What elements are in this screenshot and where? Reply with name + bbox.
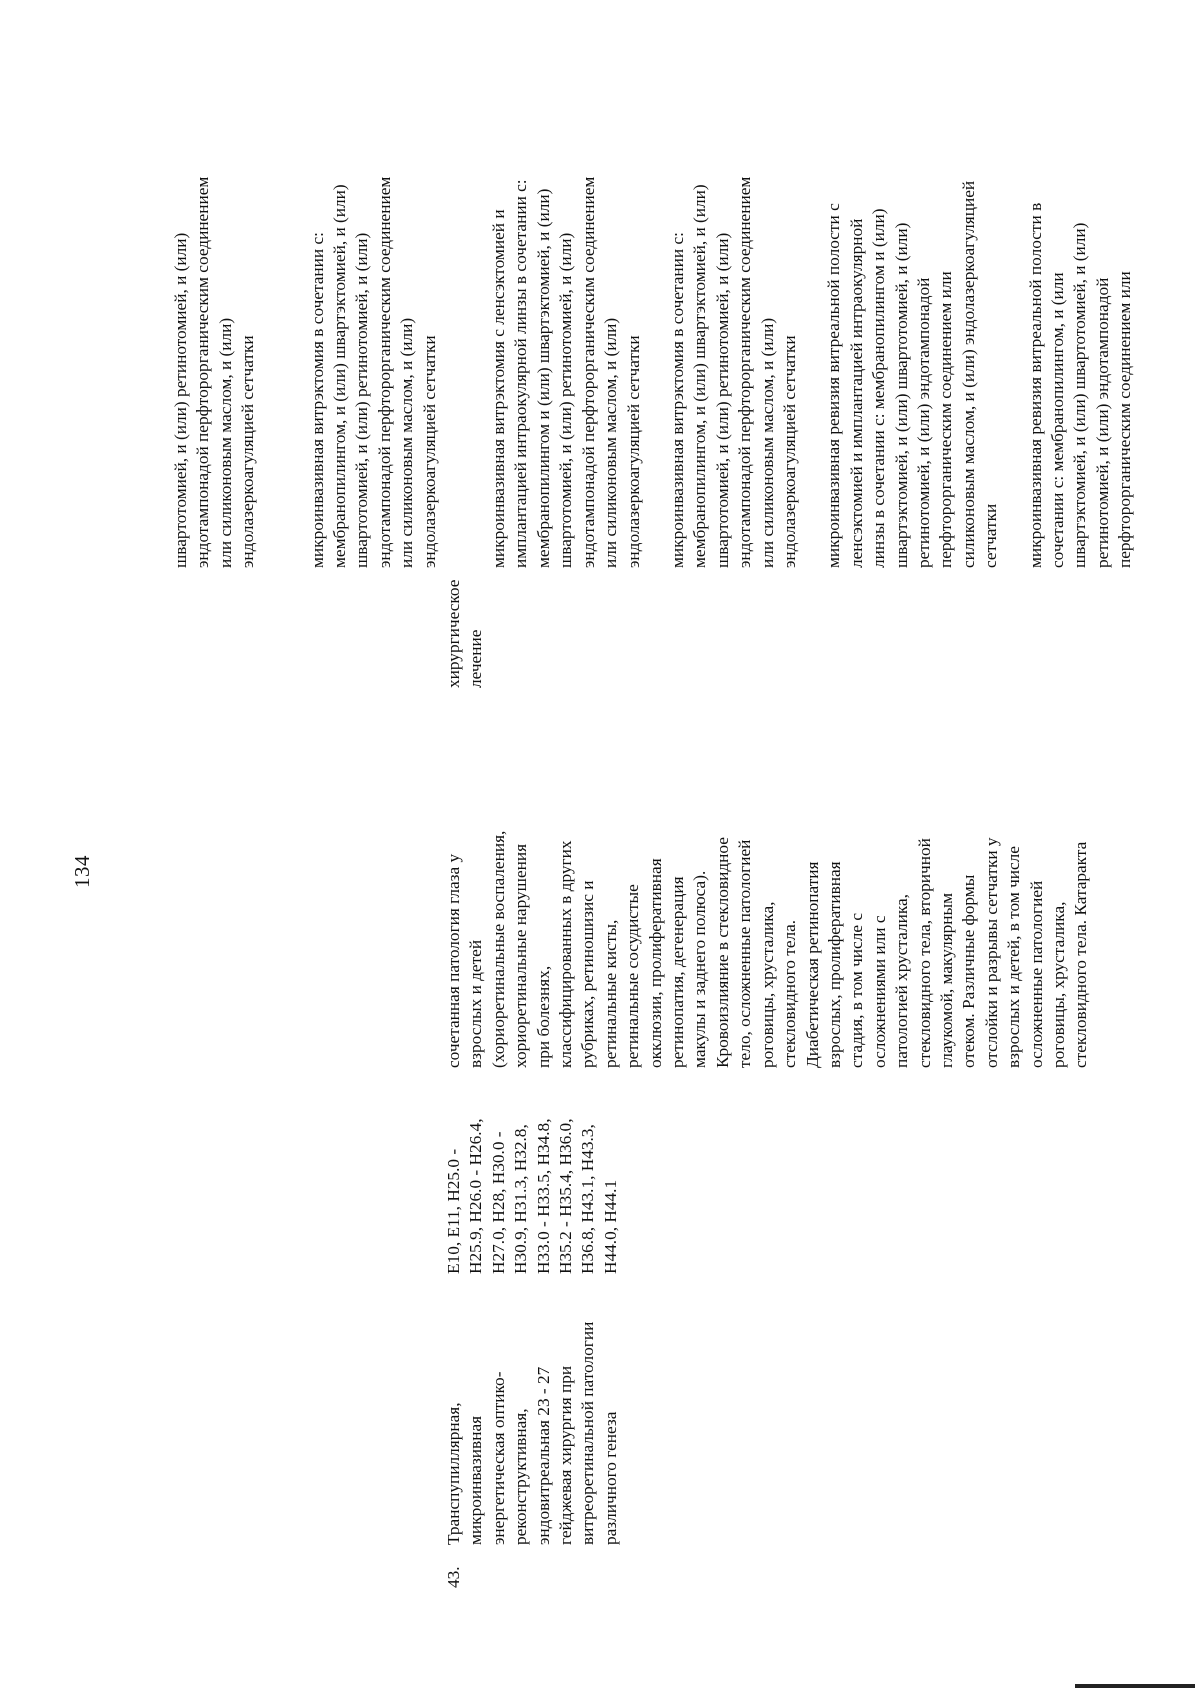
icd-codes-line: H30.9, H31.3, H32.8, bbox=[511, 1124, 531, 1274]
patient-model-line: макулы и заднего полюса). bbox=[690, 870, 710, 1068]
row-number: 43. bbox=[444, 1566, 463, 1588]
patient-model-line: патологией хрусталика, bbox=[892, 894, 912, 1068]
patient-model-line: отеком. Различные формы bbox=[959, 874, 979, 1068]
method-line: или силиконовым маслом, и (или) bbox=[757, 317, 777, 568]
method-line: эндотампонадой перфторорганическим соединением bbox=[578, 176, 598, 568]
method-line: эндолазеркоагуляцией сетчатки bbox=[779, 335, 799, 568]
method-line: микроинвазивная витрэктомия с ленсэктомией и bbox=[489, 209, 509, 568]
method-name-line: гейджевая хирургия при bbox=[556, 1365, 576, 1545]
method-line: мембранопилингом и (или) швартэктомией, и (или) bbox=[533, 188, 553, 568]
icd-codes-line: H33.0 - H33.5, H34.8, bbox=[533, 1118, 553, 1274]
page-number: 134 bbox=[70, 855, 94, 888]
method-line: или силиконовым маслом, и (или) bbox=[397, 317, 417, 568]
method-line: эндолазеркоагуляцией сетчатки bbox=[623, 335, 643, 568]
method-line: сочетании с: мембранопилингом, и (или bbox=[1048, 272, 1067, 568]
patient-model-line: Кровоизлияние в стекловидное bbox=[712, 837, 732, 1068]
patient-model-line: при болезнях, bbox=[533, 965, 553, 1068]
patient-model-line: взрослых и детей, в том числе bbox=[1004, 846, 1024, 1068]
treatment-methods-column bbox=[170, 8, 1137, 568]
icd-codes-line: E10, E11, H25.0 - bbox=[444, 1148, 463, 1274]
method-line: мембранопилингом, и (или) швартэктомией, и (или) bbox=[330, 184, 350, 568]
method-line: или силиконовым маслом, и (или) bbox=[601, 317, 621, 568]
treatment-kind-line: хирургическое bbox=[444, 579, 463, 688]
icd-codes-line: H35.2 - H35.4, H36.0, bbox=[556, 1118, 576, 1274]
patient-model-line: ретинальные кисты, bbox=[600, 919, 620, 1068]
patient-model-line: осложнениями или с bbox=[869, 915, 889, 1068]
method-line: микроинвазивная ревизия витреальной полости с bbox=[824, 203, 844, 568]
method-line: швартотомией, и (или) ретинотомией, и (или) bbox=[556, 232, 576, 568]
method-line: сетчатки bbox=[981, 503, 1001, 568]
treatment-kind-line: лечение bbox=[466, 629, 486, 688]
method-line: микроинвазивная витрэктомия в сочетании с: bbox=[307, 232, 327, 568]
method-line: эндотампонадой перфторорганическим соединением bbox=[735, 176, 755, 568]
method-name-cell bbox=[443, 1285, 622, 1545]
patient-model-line: классифицированных в других bbox=[556, 840, 576, 1068]
patient-model-line: роговицы, хрусталика, bbox=[757, 901, 777, 1068]
patient-model-line: стекловидного тела, вторичной bbox=[914, 838, 934, 1068]
method-line: перфторорганическим соединением или bbox=[1115, 271, 1135, 568]
patient-model-line: ретинопатия, дегенерация bbox=[668, 876, 688, 1068]
method-line: или силиконовым маслом, и (или) bbox=[215, 317, 235, 568]
patient-model-line: стекловидного тела. bbox=[780, 919, 800, 1068]
patient-model-line: (хориоретинальные воспаления, bbox=[488, 830, 508, 1068]
method-line: имплантацией интраокулярной линзы в сочетании с: bbox=[511, 179, 531, 568]
method-name-line: витреоретинальной патологии bbox=[578, 1321, 598, 1545]
method-name-line: микроинвазивная bbox=[466, 1415, 486, 1545]
icd-codes-line: H36.8, H43.1, H43.3, bbox=[578, 1124, 598, 1274]
method-line: эндолазеркоагуляцией сетчатки bbox=[419, 335, 439, 568]
method-line: эндолазеркоагуляцией сетчатки bbox=[238, 335, 258, 568]
patient-model-line: стадия, в том числе с bbox=[847, 913, 867, 1068]
method-name-line: различного генеза bbox=[600, 1411, 620, 1545]
icd-codes-line: H25.9, H26.0 - H26.4, bbox=[466, 1118, 486, 1274]
patient-model-line: окклюзии, пролиферативная bbox=[645, 858, 665, 1068]
method-line: микроинвазивная витрэктомия в сочетании с: bbox=[667, 232, 687, 568]
patient-model-line: отслойки и разрывы сетчатки у bbox=[981, 837, 1001, 1068]
method-line: эндотампонадой перфторорганическим соединением bbox=[374, 176, 394, 568]
method-block bbox=[667, 8, 801, 568]
patient-model-line: осложненные патологией bbox=[1026, 880, 1046, 1068]
method-block bbox=[488, 8, 645, 568]
edge-rule-line bbox=[1075, 1684, 1195, 1688]
patient-model-line: сочетанная патология глаза у bbox=[444, 853, 463, 1068]
method-line: мембранопилингом, и (или) швартэктомией, и (или) bbox=[690, 184, 710, 568]
icd-codes-line: H44.0, H44.1 bbox=[600, 1179, 620, 1274]
method-block bbox=[1025, 8, 1137, 568]
method-name-line: Транспупиллярная, bbox=[444, 1402, 463, 1545]
method-line: швартотомией, и (или) ретинотомией, и (или) bbox=[712, 232, 732, 568]
patient-model-line: глаукомой, макулярным bbox=[936, 892, 956, 1068]
patient-model-line: стекловидного тела. Катаракта bbox=[1071, 841, 1091, 1068]
method-line: швартэктомией, и (или) швартотомией, и (или) bbox=[891, 222, 911, 568]
patient-model-line: хориоретинальные нарушения bbox=[511, 843, 531, 1068]
icd-codes-cell bbox=[443, 1074, 622, 1274]
patient-model-line: взрослых и детей bbox=[466, 939, 486, 1068]
patient-model-line: ретинальные сосудистые bbox=[623, 884, 643, 1068]
method-line: ретинотомией, и (или) эндотампонадой bbox=[1092, 277, 1112, 568]
patient-model-line: взрослых, пролиферативная bbox=[824, 861, 844, 1068]
method-line: швартэктомией, и (или) швартотомией, и (или) bbox=[1070, 222, 1090, 568]
method-line: эндотампонадой перфторорганическим соединением bbox=[193, 176, 213, 568]
patient-model-line: тело, осложненные патологией bbox=[735, 839, 755, 1068]
patient-model-line: роговицы, хрусталика, bbox=[1048, 901, 1068, 1068]
method-line: ретинотомией, и (или) эндотампонадой bbox=[913, 277, 933, 568]
method-line: ленсэктомией и имплантацией интраокулярной bbox=[846, 218, 866, 568]
method-name-line: реконструктивная, bbox=[511, 1408, 531, 1545]
method-line: силиконовым маслом, и (или) эндолазеркоагуляцией bbox=[958, 180, 978, 568]
method-line: микроинвазивная ревизия витреальной полости в bbox=[1025, 202, 1045, 568]
method-line: швартотомией, и (или) ретинотомией, и (или) bbox=[171, 232, 190, 568]
method-block bbox=[307, 8, 441, 568]
patient-model-cell bbox=[443, 713, 1093, 1068]
method-block bbox=[823, 8, 1002, 568]
method-line: линзы в сочетании с: мембранопилингом и (или) bbox=[869, 208, 889, 568]
patient-model-line: рубриках, ретиношизис и bbox=[578, 880, 598, 1068]
method-line: швартотомией, и (или) ретинотомией, и (или) bbox=[352, 232, 372, 568]
method-name-line: энергетическая оптико- bbox=[488, 1371, 508, 1545]
icd-codes-line: H27.0, H28, H30.0 - bbox=[488, 1131, 508, 1274]
patient-model-line: Диабетическая ретинопатия bbox=[802, 861, 822, 1068]
method-line: перфторорганическим соединением или bbox=[936, 271, 956, 568]
method-block bbox=[170, 8, 260, 568]
method-name-line: эндовитреальная 23 - 27 bbox=[533, 1366, 553, 1545]
